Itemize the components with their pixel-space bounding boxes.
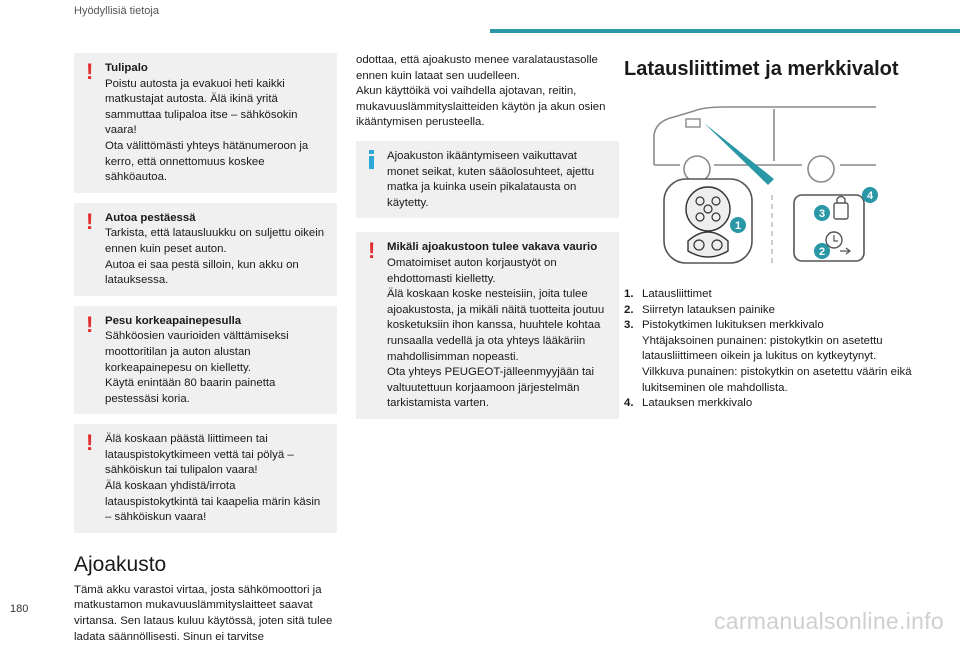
body-paragraph: Akun käyttöikä voi vaihdella ajotavan, reitin, mukavuuslämmityslaitteiden käytön ja akun osien ikääntymisen perusteella.: [356, 85, 606, 129]
legend-text: Latauksen merkkivalo: [642, 397, 753, 410]
legend-number: 1.: [624, 288, 634, 300]
callout-1: [730, 217, 746, 233]
body-paragraph: odottaa, että ajoakusto menee varalataustasolle ennen kuin lataat sen uudelleen.: [356, 54, 598, 82]
note-text: Käytä enintään 80 baarin painetta pestessäsi koria.: [105, 377, 276, 405]
warning-exclamation-icon: !: [86, 311, 94, 337]
legend-item: [624, 396, 914, 412]
note-text: Älä koskaan päästä liittimeen tai latauspistokytkimeen vettä tai pölyä – sähköiskun tai tulipalon vaara!: [105, 433, 294, 477]
legend-list: [624, 287, 914, 412]
warning-exclamation-icon: !: [86, 430, 94, 456]
svg-text:3: 3: [818, 208, 826, 220]
svg-text:1: 1: [734, 220, 742, 232]
header-title: Hyödyllisiä tietoja: [74, 5, 159, 17]
note-text: Ota yhteys PEUGEOT-jälleenmyyjään tai valtuutettuun korjaamoon järjestelmän tarkistamista varten.: [387, 366, 595, 410]
warning-note-water-dust: [74, 424, 337, 533]
legend-number: 2.: [624, 303, 634, 316]
legend-text: Latausliittimet: [642, 288, 712, 300]
charging-port-illustration: [624, 95, 894, 265]
section-heading-ajoakusto: Ajoakusto: [74, 552, 167, 576]
note-text: Sähköosien vaurioiden välttämiseksi moottoritilan ja auton alustan korkeapainepesu on kielletty.: [105, 330, 289, 374]
callout-4: [862, 187, 878, 203]
legend-text: Pistokytkimen lukituksen merkkivalo: [642, 319, 824, 332]
watermark-text: carmanualsonline.info: [713, 608, 944, 634]
van-icon: [654, 107, 876, 182]
warning-exclamation-icon: !: [86, 208, 94, 234]
callout-3: [814, 205, 830, 221]
column-3: [624, 53, 914, 412]
note-text: Omatoimiset auton korjaustyöt on ehdottomasti kielletty.: [387, 256, 557, 285]
note-text: Älä koskaan yhdistä/irrota latauspistokytkintä tai kaapelia märin käsin – sähköiskun vaara!: [105, 480, 321, 524]
callout-2: [814, 243, 830, 259]
note-title: Mikäli ajoakustoon tulee vakava vaurio: [387, 241, 598, 254]
section-heading-charging: Latausliittimet ja merkkivalot: [624, 58, 899, 80]
pointer-wedge: [704, 123, 774, 185]
warning-note-battery-damage: [356, 232, 619, 419]
page-number: 180: [10, 603, 29, 615]
header-accent-bar: [490, 29, 960, 33]
warning-note-fire: [74, 53, 337, 193]
note-text: Ota välittömästi yhteys hätänumeroon ja kerro, että onnettomuus koskee sähköautoa.: [105, 139, 309, 184]
note-text: Poistu autosta ja evakuoi heti kaikki matkustajat autosta. Älä ikinä yritä sammuttaa tulipaloa itse – sähkösokin vaara!: [105, 77, 298, 137]
svg-text:2: 2: [818, 246, 826, 258]
note-title: Autoa pestäessä: [105, 211, 196, 224]
body-paragraph: Tämä akku varastoi virtaa, josta sähkömoottori ja matkustamon mukavuuslämmityslaitteet saavat virtansa. Sen lataus kuluu käytössä, joten sitä tulee ladata säännöllisesti. Sinun ei tarvitse: [74, 583, 333, 643]
legend-text: Yhtäjaksoinen punainen: pistokytkin on asetettu latausliittimeen oikein ja lukitus on kytkeytynyt.: [642, 334, 883, 363]
info-note-battery-aging: [356, 141, 619, 218]
warning-exclamation-icon: !: [368, 238, 376, 264]
column-2: [356, 53, 619, 429]
warning-exclamation-icon: !: [86, 59, 94, 84]
legend-number: 4.: [624, 397, 634, 410]
svg-text:4: 4: [866, 190, 874, 202]
note-title: Tulipalo: [105, 62, 148, 74]
warning-note-high-pressure: [74, 306, 337, 415]
legend-text: Siirretyn latauksen painike: [642, 303, 775, 316]
charging-flap-icon: [686, 119, 700, 127]
legend-item: [624, 303, 914, 319]
note-text: Älä koskaan koske nesteisiin, joita tulee ajoakustosta, ja mikäli näitä tuotteita joutuu kosketuksiin ihon kanssa, huuhtele kohtaa runsaalla vedellä ja ota yhteys lääkäriin mahdollisimman nopeasti.: [387, 288, 605, 363]
legend-number: 3.: [624, 319, 634, 332]
note-text: Tarkista, että latausluukku on suljettu oikein ennen kuin peset auton.: [105, 227, 325, 255]
note-text: Ajoakuston ikääntymiseen vaikuttavat monet seikat, kuten sääolosuhteet, ajettu matka ja kuinka usein pikalatausta on käytetty.: [387, 149, 595, 209]
legend-text: Vilkkuva punainen: pistokytkin on asetettu väärin eikä lukitseminen ole mahdollista.: [642, 365, 912, 394]
warning-note-washing: [74, 203, 337, 296]
note-title: Pesu korkeapainepesulla: [105, 314, 242, 327]
legend-item: [624, 318, 914, 396]
legend-item: [624, 287, 914, 303]
van-charging-diagram: [624, 95, 894, 265]
note-text: Autoa ei saa pestä silloin, kun akku on latauksessa.: [105, 258, 299, 287]
column-1: [74, 53, 337, 645]
info-icon: [369, 150, 374, 169]
